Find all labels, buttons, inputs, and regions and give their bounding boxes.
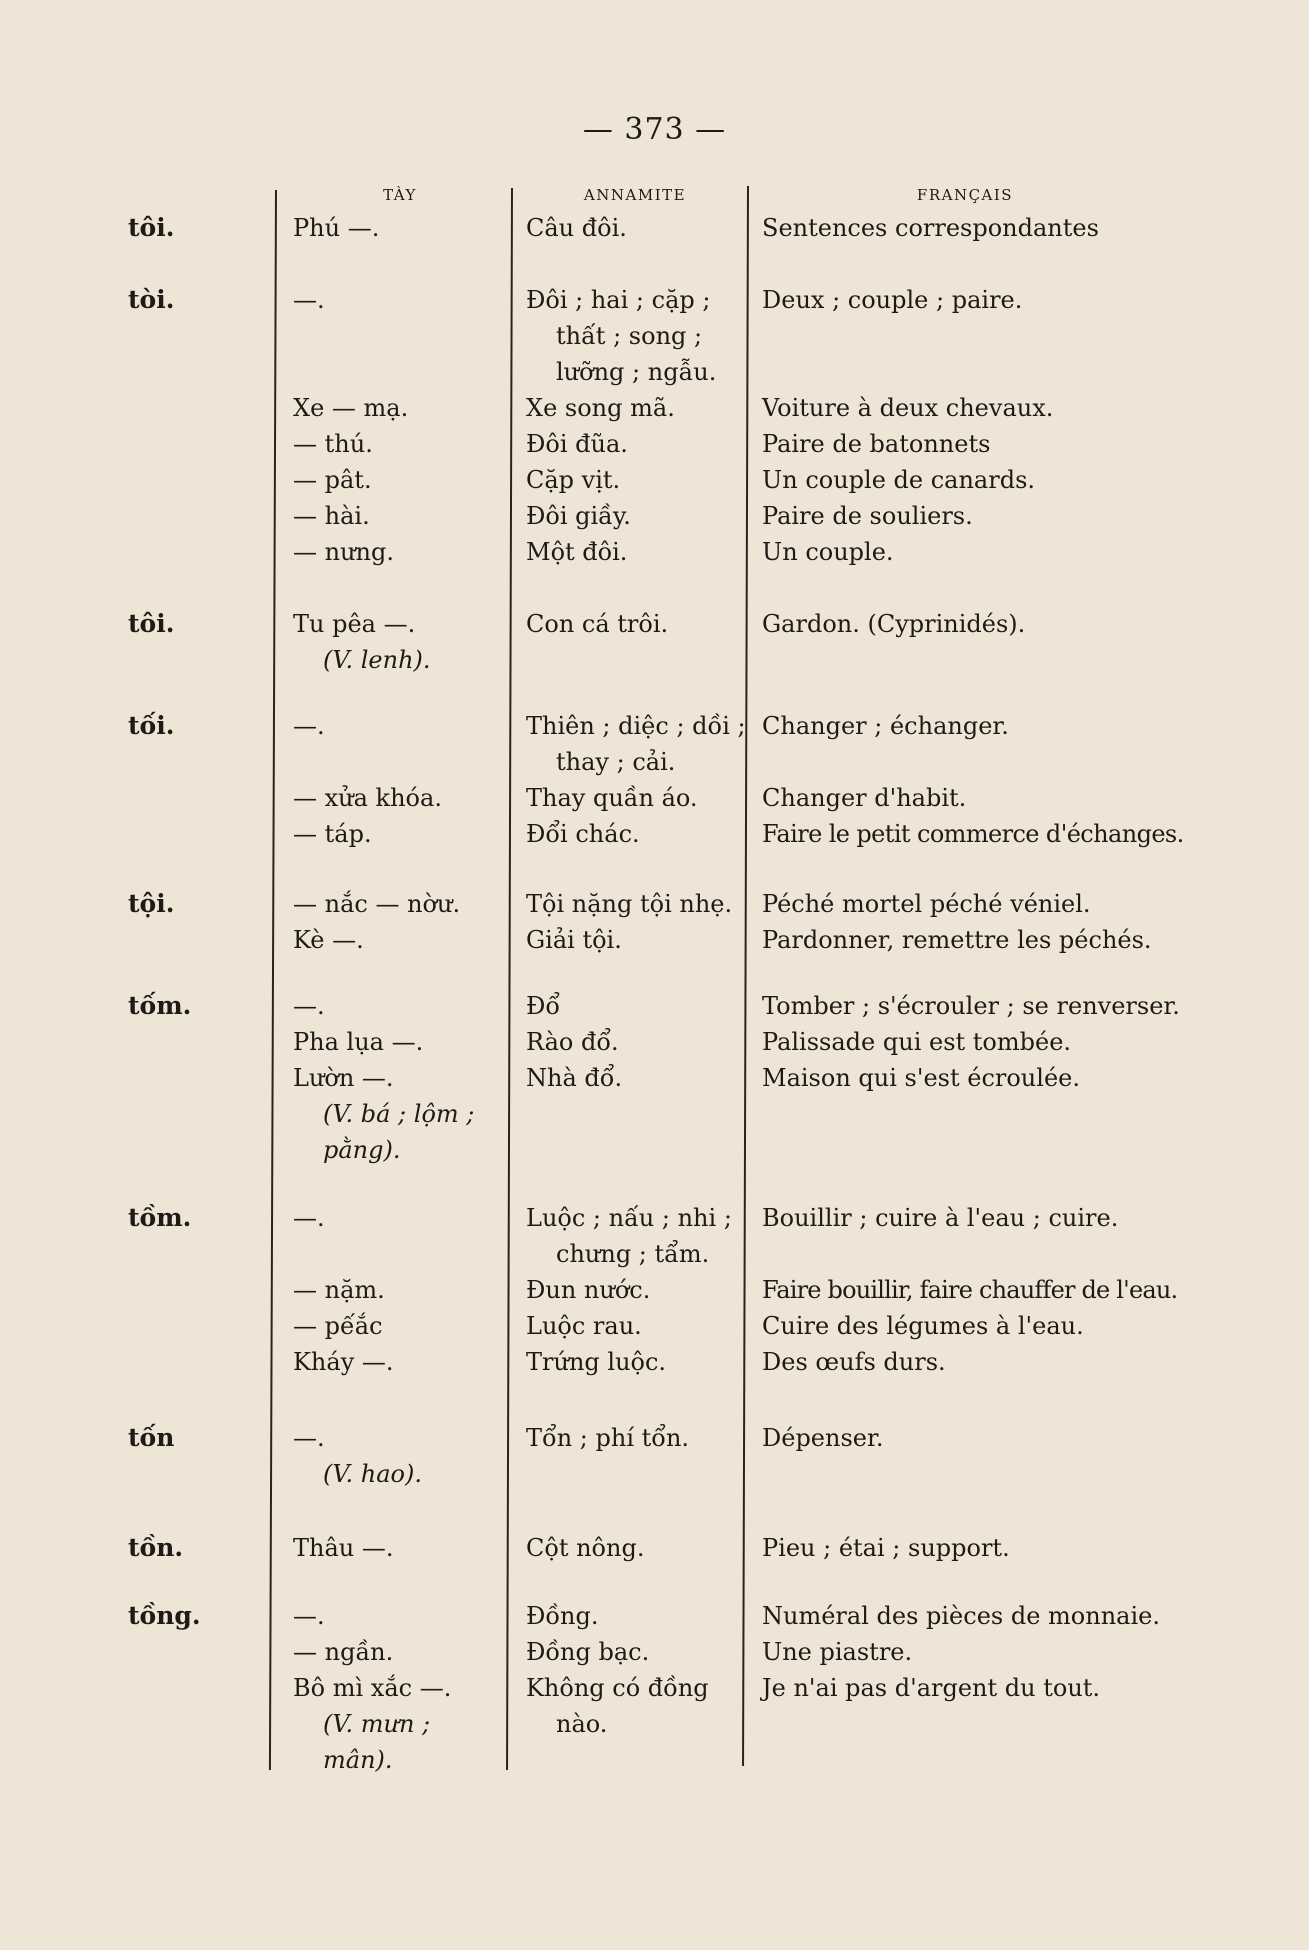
column-divider-3 [742, 186, 749, 1766]
annamite-text: Luộc rau. [526, 1312, 642, 1340]
annamite-text: Đồng. [526, 1602, 599, 1630]
tay-text: (V. lenh). [323, 646, 431, 674]
headword: tồm. [128, 1203, 192, 1232]
tay-text: —. [293, 286, 325, 314]
annamite-text: Thay quần áo. [526, 784, 698, 812]
tay-text: Lườn —. [293, 1064, 394, 1092]
annamite-text: Tổn ; phí tổn. [526, 1424, 690, 1452]
tay-text: — xửa khóa. [293, 784, 442, 812]
francais-text: Dépenser. [762, 1424, 884, 1452]
tay-text: — nắc — nờư. [293, 890, 461, 918]
francais-text: Une piastre. [762, 1638, 913, 1666]
tay-text: — táp. [293, 820, 372, 848]
francais-text: Deux ; couple ; paire. [762, 286, 1023, 314]
column-header-francais: FRANÇAIS [916, 186, 1014, 204]
annamite-text: Đôi giầy. [526, 502, 631, 530]
francais-text: Voiture à deux chevaux. [762, 394, 1054, 422]
tay-text: Bô mì xắc —. [293, 1674, 452, 1702]
tay-text: (V. mưn ; [323, 1710, 431, 1738]
annamite-text: thất ; song ; [556, 322, 703, 350]
tay-text: —. [293, 1204, 325, 1232]
francais-text: Paire de batonnets [762, 430, 991, 458]
page-number: — 373 — [582, 112, 727, 147]
francais-text: Je n'ai pas d'argent du tout. [762, 1674, 1101, 1702]
headword: tòi. [128, 285, 175, 314]
francais-text: Tomber ; s'écrouler ; se renverser. [762, 992, 1180, 1020]
tay-text: (V. bá ; lộm ; [323, 1100, 475, 1128]
francais-text: Changer ; échanger. [762, 712, 1009, 740]
tay-text: —. [293, 992, 325, 1020]
francais-text: Sentences correspondantes [762, 214, 1099, 242]
headword: tối. [128, 711, 175, 740]
column-divider-1 [269, 190, 277, 1770]
column-header-annamite: ANNAMITE [583, 186, 687, 204]
annamite-text: nào. [556, 1710, 608, 1738]
annamite-text: Một đôi. [526, 538, 628, 566]
tay-text: —. [293, 712, 325, 740]
column-header-tay: TÀY [383, 186, 417, 204]
annamite-text: Không có đồng [526, 1674, 709, 1702]
francais-text: Changer d'habit. [762, 784, 967, 812]
annamite-text: Đôi đũa. [526, 430, 628, 458]
annamite-text: Tội nặng tội nhẹ. [526, 890, 733, 918]
francais-text: Un couple de canards. [762, 466, 1036, 494]
headword: tôi. [128, 609, 175, 638]
francais-text: Un couple. [762, 538, 894, 566]
headword: tốn [128, 1423, 175, 1452]
francais-text: Paire de souliers. [762, 502, 973, 530]
annamite-text: Đồng bạc. [526, 1638, 650, 1666]
annamite-text: Con cá trôi. [526, 610, 669, 638]
tay-text: mân). [323, 1746, 393, 1774]
francais-text: Gardon. (Cyprinidés). [762, 610, 1026, 638]
tay-text: Pha lụa —. [293, 1028, 424, 1056]
tay-text: — nưng. [293, 538, 394, 566]
headword: tôi. [128, 213, 175, 242]
tay-text: pằng). [323, 1136, 401, 1164]
annamite-text: Cột nông. [526, 1534, 645, 1562]
francais-text: Pieu ; étai ; support. [762, 1534, 1010, 1562]
tay-text: — nặm. [293, 1276, 385, 1304]
annamite-text: Rào đổ. [526, 1028, 619, 1056]
headword: tồn. [128, 1533, 184, 1562]
column-divider-2 [506, 188, 513, 1770]
annamite-text: Câu đôi. [526, 214, 627, 242]
annamite-text: Giải tội. [526, 926, 622, 954]
annamite-text: chưng ; tẩm. [556, 1240, 710, 1268]
annamite-text: Luộc ; nấu ; nhi ; [526, 1204, 732, 1232]
annamite-text: Đổ [526, 992, 561, 1020]
headword: tồng. [128, 1601, 201, 1630]
annamite-text: thay ; cải. [556, 748, 676, 776]
tay-text: —. [293, 1424, 325, 1452]
tay-text: Xe — mạ. [293, 394, 409, 422]
tay-text: Kè —. [293, 926, 364, 954]
tay-text: — ngần. [293, 1638, 394, 1666]
tay-text: — thú. [293, 430, 373, 458]
annamite-text: lưỡng ; ngẫu. [556, 358, 717, 386]
tay-text: — pếắc [293, 1312, 383, 1340]
annamite-text: Nhà đổ. [526, 1064, 623, 1092]
annamite-text: Cặp vịt. [526, 466, 621, 494]
francais-text: Pardonner, remettre les péchés. [762, 926, 1152, 954]
tay-text: (V. hao). [323, 1460, 422, 1488]
tay-text: — pât. [293, 466, 372, 494]
tay-text: —. [293, 1602, 325, 1630]
francais-text: Maison qui s'est écroulée. [762, 1064, 1080, 1092]
francais-text: Faire bouillir, faire chauffer de l'eau. [762, 1276, 1178, 1304]
tay-text: Phú —. [293, 214, 380, 242]
tay-text: Kháy —. [293, 1348, 394, 1376]
annamite-text: Đổi chác. [526, 820, 640, 848]
annamite-text: Thiên ; diệc ; dồi ; [526, 712, 746, 740]
francais-text: Des œufs durs. [762, 1348, 946, 1376]
headword: tội. [128, 889, 175, 918]
francais-text: Bouillir ; cuire à l'eau ; cuire. [762, 1204, 1119, 1232]
francais-text: Péché mortel péché véniel. [762, 890, 1091, 918]
tay-text: — hài. [293, 502, 370, 530]
annamite-text: Trứng luộc. [526, 1348, 667, 1376]
annamite-text: Đun nước. [526, 1276, 651, 1304]
francais-text: Palissade qui est tombée. [762, 1028, 1072, 1056]
tay-text: Tu pêa —. [293, 610, 416, 638]
francais-text: Numéral des pièces de monnaie. [762, 1602, 1160, 1630]
annamite-text: Xe song mã. [526, 394, 675, 422]
annamite-text: Đôi ; hai ; cặp ; [526, 286, 711, 314]
tay-text: Thâu —. [293, 1534, 394, 1562]
francais-text: Faire le petit commerce d'échanges. [762, 820, 1184, 848]
headword: tốm. [128, 991, 192, 1020]
francais-text: Cuire des légumes à l'eau. [762, 1312, 1084, 1340]
